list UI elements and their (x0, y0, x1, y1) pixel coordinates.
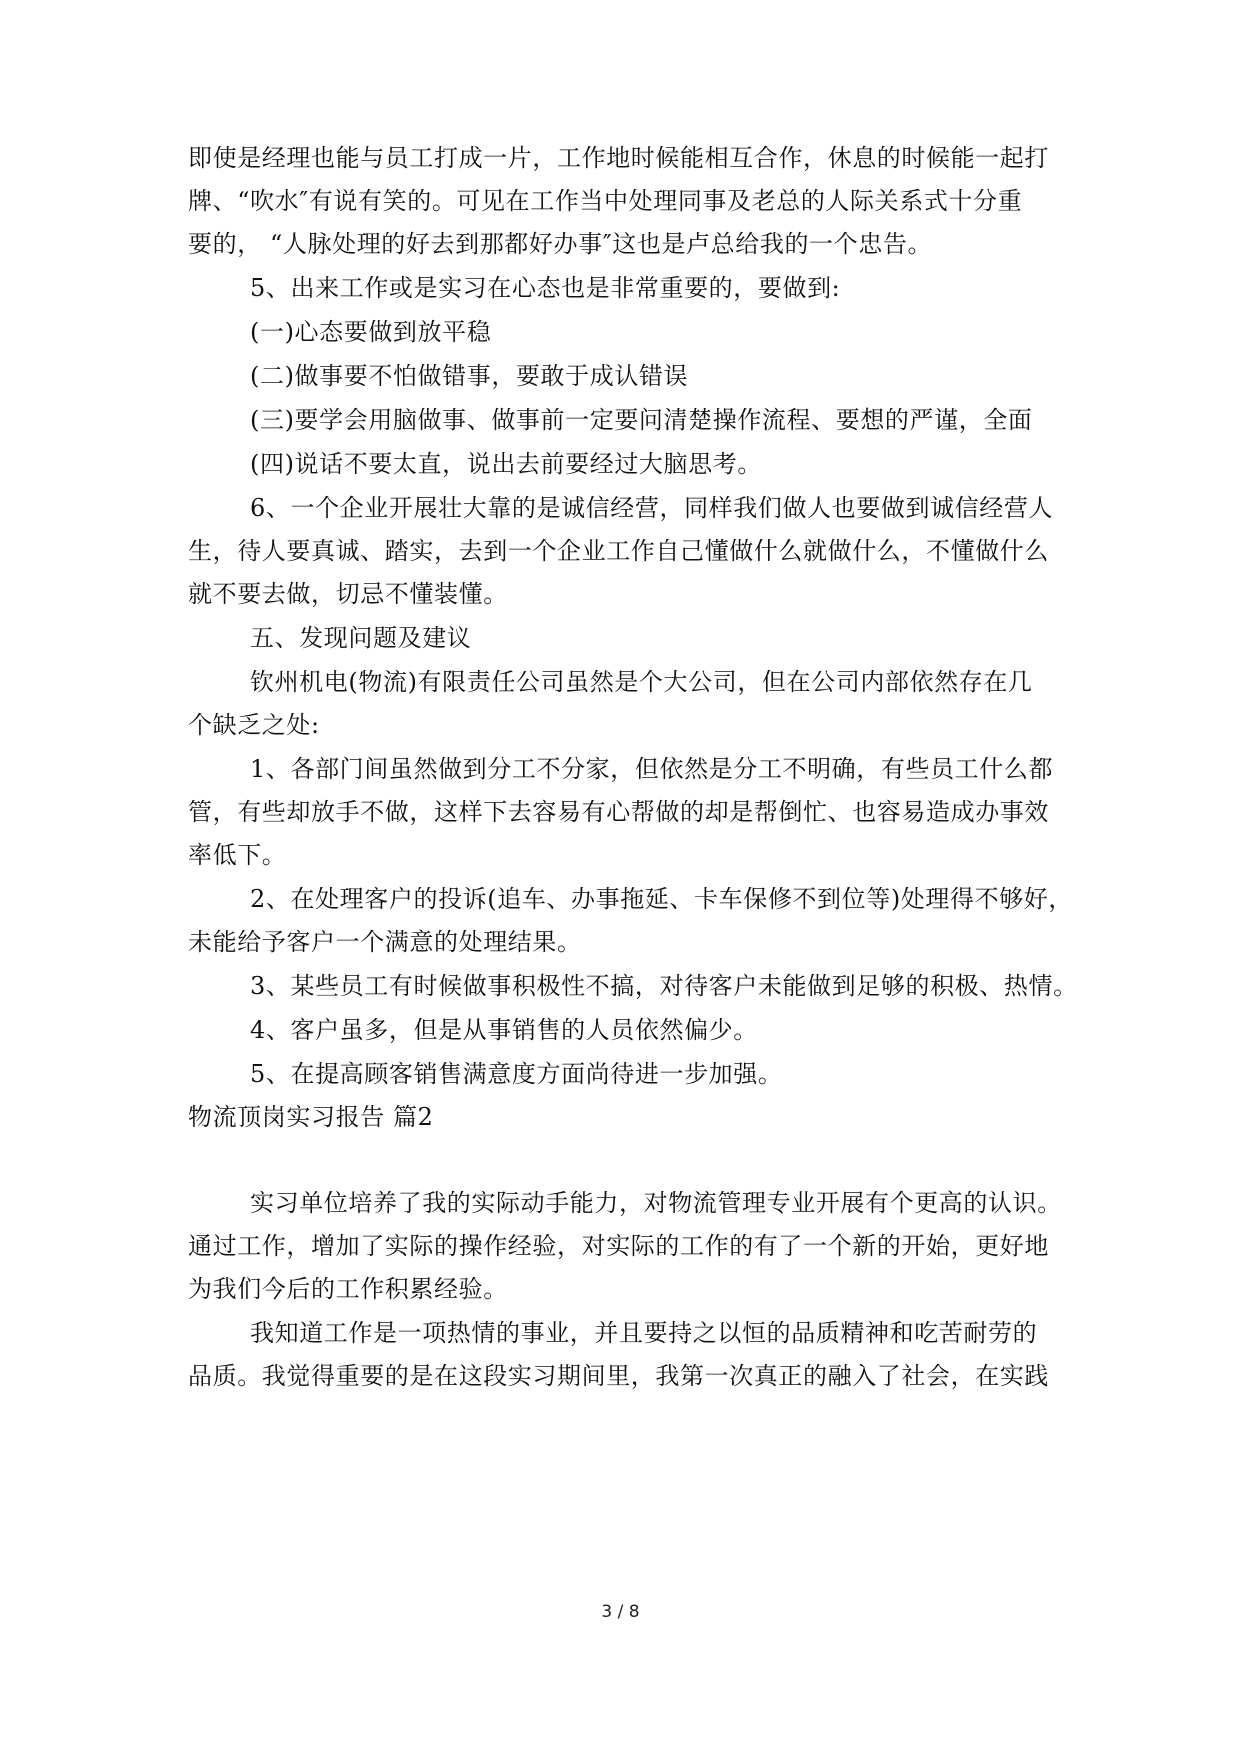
text-line: 为我们今后的工作积累经验。 (188, 1275, 508, 1303)
text-line: (一)心态要做到放平稳 (250, 318, 492, 346)
text-line: 5、出来工作或是实习在心态也是非常重要的，要做到: (250, 274, 841, 302)
text-line: (三)要学会用脑做事、做事前一定要问清楚操作流程、要想的严谨，全面 (250, 406, 1033, 434)
text-line: 未能给予客户一个满意的处理结果。 (188, 928, 582, 956)
text-line: 品质。我觉得重要的是在这段实习期间里，我第一次真正的融入了社会，在实践 (188, 1362, 1049, 1390)
text-line: 率低下。 (188, 841, 287, 869)
text-line: 我知道工作是一项热情的事业，并且要持之以恒的品质精神和吃苦耐劳的 (250, 1319, 1038, 1347)
text-line: 生，待人要真诚、踏实，去到一个企业工作自己懂做什么就做什么，不懂做什么 (188, 537, 1049, 565)
text-line: (四)说话不要太直，说出去前要经过大脑思考。 (250, 450, 762, 478)
text-line: 4、客户虽多，但是从事销售的人员依然偏少。 (250, 1016, 758, 1044)
text-line: 个缺乏之处: (188, 711, 320, 739)
text-line: 牌、“吹水″有说有笑的。可见在工作当中处理同事及老总的人际关系式十分重 (188, 187, 1023, 215)
text-line: 要的， “人脉处理的好去到那都好办事″这也是卢总给我的一个忠告。 (188, 230, 933, 258)
page-number: 3 / 8 (601, 1602, 640, 1622)
article-title: 物流顶岗实习报告 篇2 (188, 1103, 434, 1131)
section-heading: 五、发现问题及建议 (250, 624, 472, 652)
text-line: 通过工作，增加了实际的操作经验，对实际的工作的有了一个新的开始，更好地 (188, 1232, 1049, 1260)
text-line: 5、在提高顾客销售满意度方面尚待进一步加强。 (250, 1060, 783, 1088)
text-line: 2、在处理客户的投诉(追车、办事拖延、卡车保修不到位等)处理得不够好， (250, 885, 1073, 913)
text-line: 3、某些员工有时候做事积极性不搞，对待客户未能做到足够的积极、热情。 (250, 972, 1078, 1000)
text-line: 就不要去做，切忌不懂装懂。 (188, 580, 508, 608)
text-line: 管，有些却放手不做，这样下去容易有心帮做的却是帮倒忙、也容易造成办事效 (188, 798, 1049, 826)
text-line: 钦州机电(物流)有限责任公司虽然是个大公司，但在公司内部依然存在几 (250, 668, 1033, 696)
text-line: (二)做事要不怕做错事，要敢于成认错误 (250, 362, 689, 390)
text-line: 1、各部门间虽然做到分工不分家，但依然是分工不明确，有些员工什么都 (250, 755, 1054, 783)
text-line: 即使是经理也能与员工打成一片，工作地时候能相互合作，休息的时候能一起打 (188, 144, 1049, 172)
text-line: 6、一个企业开展壮大靠的是诚信经营，同样我们做人也要做到诚信经营人 (250, 494, 1054, 522)
text-line: 实习单位培养了我的实际动手能力，对物流管理专业开展有个更高的认识。 (250, 1189, 1062, 1217)
